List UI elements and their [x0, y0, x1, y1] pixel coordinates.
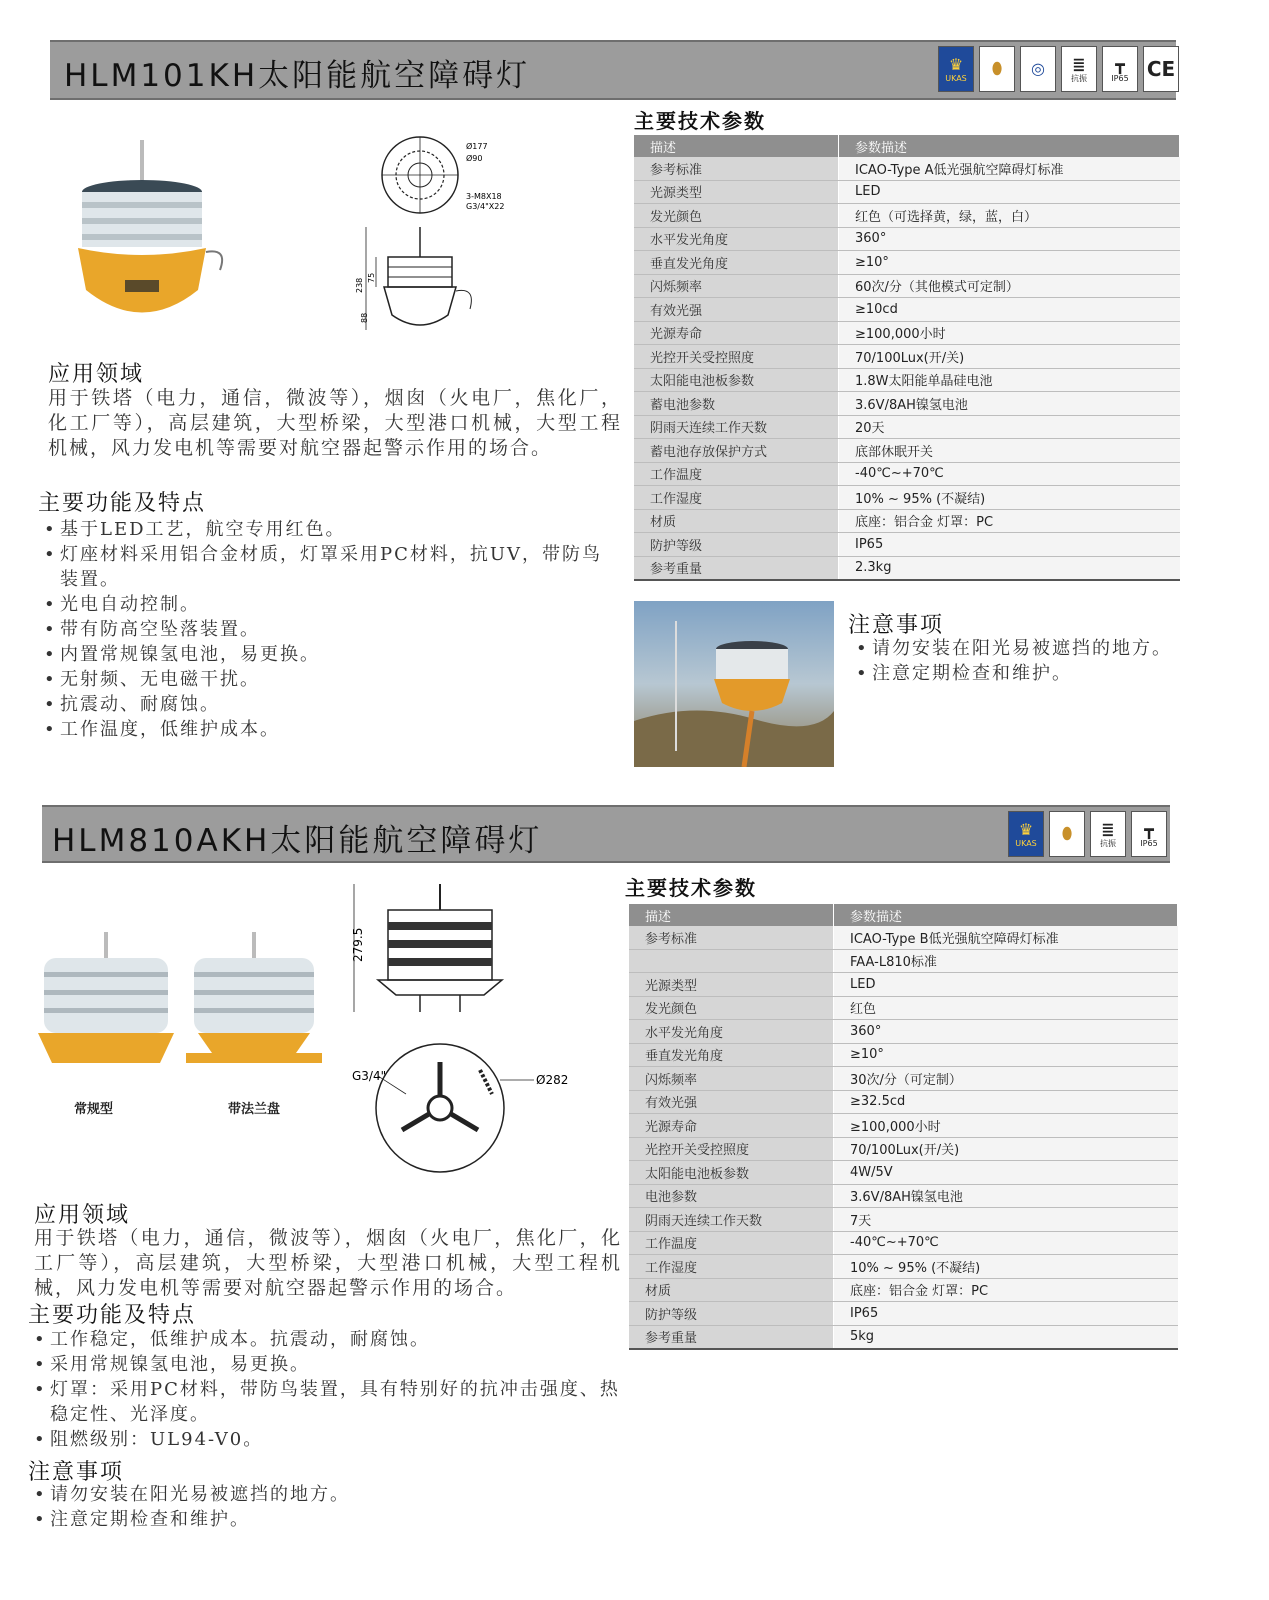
- spec-row: [629, 1231, 1178, 1255]
- spec-label: 工作湿度: [629, 1255, 834, 1279]
- spec-value: 70/100Lux(开/关): [839, 345, 1180, 369]
- spec-label: 光源类型: [629, 973, 834, 997]
- feature-item: • 灯罩：采用PC材料，带防鸟装置，具有特别好的抗冲击强度、热稳定性、光泽度。: [28, 1377, 628, 1427]
- spec-label: 光源寿命: [629, 1114, 834, 1138]
- cert-mark-icon: ◎: [1020, 46, 1056, 92]
- spec-row: [629, 1161, 1178, 1185]
- spec-header: 描述: [629, 904, 834, 926]
- spec-row: [634, 298, 1180, 322]
- feature-item: • 光电自动控制。: [38, 592, 608, 617]
- spec-row: [634, 321, 1180, 345]
- spec-value: FAA-L810标准: [834, 949, 1178, 973]
- spec-value: 底部休眠开关: [839, 439, 1180, 463]
- feature-item: • 抗震动、耐腐蚀。: [38, 692, 608, 717]
- spec-value: 30次/分（可定制）: [834, 1067, 1178, 1091]
- spec-value: ≥100,000小时: [839, 321, 1180, 345]
- ip65-icon: ┳ IP65: [1102, 46, 1138, 92]
- dim-label: 238: [355, 277, 364, 293]
- ip65-icon: ┳ IP65: [1131, 811, 1167, 857]
- product1-spec-title: 主要技术参数: [634, 109, 766, 133]
- spec-row: [629, 926, 1178, 949]
- spec-value: 底座：铝合金 灯罩：PC: [834, 1278, 1178, 1302]
- spec-value: 3.6V/8AH镍氢电池: [839, 392, 1180, 416]
- product2-spec-table: [629, 904, 1178, 1350]
- spec-value: 红色（可选择黄，绿，蓝，白）: [839, 204, 1180, 228]
- dim-label: Ø282: [536, 1073, 569, 1087]
- spec-row: [634, 345, 1180, 369]
- product2-app-text: 用于铁塔（电力，通信，微波等），烟囱（火电厂，焦化厂，化工厂等），高层建筑，大型桥梁，大型港口机械，大型工程机械，风力发电机等需要对航空器起警示作用的场合。: [34, 1227, 622, 1299]
- spec-label: 发光颜色: [634, 204, 839, 228]
- spec-value: ≥10cd: [839, 298, 1180, 322]
- spec-value: 20天: [839, 415, 1180, 439]
- note-item: • 请勿安装在阳光易被遮挡的地方。: [28, 1482, 628, 1507]
- product2-spec-title: 主要技术参数: [625, 876, 757, 900]
- spec-label: 工作温度: [629, 1231, 834, 1255]
- spec-label: 光控开关受控照度: [629, 1137, 834, 1161]
- spec-value: ≥10°: [839, 251, 1180, 275]
- spec-label: 阴雨天连续工作天数: [634, 415, 839, 439]
- spec-value: ≥32.5cd: [834, 1090, 1178, 1114]
- ukas-crown-icon: ♛ UKAS: [1008, 811, 1044, 857]
- spec-value: ≥100,000小时: [834, 1114, 1178, 1138]
- spec-label: 蓄电池存放保护方式: [634, 439, 839, 463]
- product2-notes-list: [28, 1482, 628, 1532]
- spec-label: 水平发光角度: [634, 227, 839, 251]
- spec-label: 水平发光角度: [629, 1020, 834, 1044]
- spec-value: 360°: [834, 1020, 1178, 1044]
- product1-feature-list: [38, 517, 608, 742]
- spec-row: [634, 274, 1180, 298]
- spec-label: 防护等级: [634, 533, 839, 557]
- spec-label: 参考标准: [629, 926, 834, 949]
- dim-label: 3-M8X18: [466, 192, 502, 201]
- feature-item: • 工作稳定，低维护成本。抗震动，耐腐蚀。: [28, 1327, 628, 1352]
- spec-value: 360°: [839, 227, 1180, 251]
- vibration-resistant-icon: ≣ 抗振: [1090, 811, 1126, 857]
- vibration-resistant-icon: ≣ 抗振: [1061, 46, 1097, 92]
- spec-value: ICAO-Type B低光强航空障碍灯标准: [834, 926, 1178, 949]
- spec-row: [634, 227, 1180, 251]
- spec-row: [629, 1302, 1178, 1326]
- spec-row: [629, 1043, 1178, 1067]
- spec-label: 光源寿命: [634, 321, 839, 345]
- spec-value: 红色: [834, 996, 1178, 1020]
- spec-label: 电池参数: [629, 1184, 834, 1208]
- spec-value: 5kg: [834, 1325, 1178, 1349]
- spec-row: [629, 973, 1178, 997]
- feature-item: • 灯座材料采用铝合金材质，灯罩采用PC材料，抗UV，带防鸟装置。: [38, 542, 608, 592]
- product1-photo: [70, 130, 230, 330]
- spec-value: -40℃~+70℃: [839, 462, 1180, 486]
- spec-row: [634, 204, 1180, 228]
- feature-item: • 工作温度，低维护成本。: [38, 717, 608, 742]
- spec-row: [629, 1278, 1178, 1302]
- spec-row: [634, 486, 1180, 510]
- product2-feature-list: [28, 1327, 628, 1452]
- spec-label: 工作温度: [634, 462, 839, 486]
- spec-label: 材质: [629, 1278, 834, 1302]
- spec-row: [634, 157, 1180, 180]
- product1-cert-icons: [938, 46, 1179, 92]
- product1-app-title: 应用领域: [48, 362, 145, 387]
- spec-row: [629, 1255, 1178, 1279]
- feature-item: • 阻燃级别：UL94-V0。: [28, 1427, 628, 1452]
- feature-item: • 带有防高空坠落装置。: [38, 617, 608, 642]
- spec-row: [629, 1020, 1178, 1044]
- cert-seal-icon: ⬮: [979, 46, 1015, 92]
- spec-row: [629, 949, 1178, 973]
- spec-value: 底座：铝合金 灯罩：PC: [839, 509, 1180, 533]
- spec-value: ≥10°: [834, 1043, 1178, 1067]
- spec-row: [629, 1137, 1178, 1161]
- spec-value: IP65: [839, 533, 1180, 557]
- note-item: • 请勿安装在阳光易被遮挡的地方。: [850, 636, 1230, 661]
- spec-row: [629, 1325, 1178, 1349]
- product2-photos: [36, 928, 326, 1078]
- feature-item: • 内置常规镍氢电池，易更换。: [38, 642, 608, 667]
- note-item: • 注意定期检查和维护。: [28, 1507, 628, 1532]
- spec-label: 垂直发光角度: [629, 1043, 834, 1067]
- product1-header: [50, 40, 1176, 100]
- product1-notes-title: 注意事项: [848, 613, 945, 638]
- ce-mark-icon: CE: [1143, 46, 1179, 92]
- spec-row: [634, 509, 1180, 533]
- spec-row: [629, 1184, 1178, 1208]
- spec-value: IP65: [834, 1302, 1178, 1326]
- spec-value: 60次/分（其他模式可定制）: [839, 274, 1180, 298]
- spec-row: [634, 180, 1180, 204]
- spec-header: 描述: [634, 135, 839, 157]
- product1-drawing: [348, 135, 528, 345]
- product1-app-text: 用于铁塔（电力，通信，微波等），烟囱（火电厂，焦化厂，化工厂等），高层建筑，大型桥梁，大型港口机械，大型工程机械，风力发电机等需要对航空器起警示作用的场合。: [48, 387, 622, 459]
- spec-label: 阴雨天连续工作天数: [629, 1208, 834, 1232]
- dim-label: G3/4": [352, 1069, 387, 1083]
- dim-label: Ø177: [466, 142, 488, 151]
- dim-label: 279.5: [351, 927, 365, 962]
- feature-item: • 基于LED工艺，航空专用红色。: [38, 517, 608, 542]
- spec-label: 闪烁频率: [629, 1067, 834, 1091]
- spec-value: 7天: [834, 1208, 1178, 1232]
- spec-row: [634, 439, 1180, 463]
- spec-row: [634, 556, 1180, 580]
- spec-label: 有效光强: [634, 298, 839, 322]
- spec-row: [629, 1208, 1178, 1232]
- spec-label: 发光颜色: [629, 996, 834, 1020]
- spec-label: 防护等级: [629, 1302, 834, 1326]
- product1-feat-title: 主要功能及特点: [38, 491, 207, 516]
- caption-flange: 带法兰盘: [228, 1102, 281, 1117]
- note-item: • 注意定期检查和维护。: [850, 661, 1230, 686]
- spec-row: [629, 1090, 1178, 1114]
- spec-value: 3.6V/8AH镍氢电池: [834, 1184, 1178, 1208]
- spec-label: 太阳能电池板参数: [629, 1161, 834, 1185]
- dim-label: 75: [367, 272, 376, 283]
- dim-label: G3/4"X22: [466, 202, 505, 211]
- feature-item: • 采用常规镍氢电池，易更换。: [28, 1352, 628, 1377]
- product2-title: HLM810AKH太阳能航空障碍灯: [52, 823, 543, 859]
- spec-label: [629, 949, 834, 973]
- spec-row: [629, 1067, 1178, 1091]
- product1-notes-list: [850, 636, 1230, 686]
- caption-standard: 常规型: [74, 1102, 114, 1117]
- product2-drawing: [340, 880, 590, 1180]
- product2-app-title: 应用领域: [34, 1203, 131, 1228]
- dim-label: 88: [360, 312, 369, 323]
- spec-row: [634, 368, 1180, 392]
- spec-value: 2.3kg: [839, 556, 1180, 580]
- spec-header: 参数描述: [839, 135, 1180, 157]
- spec-label: 工作湿度: [634, 486, 839, 510]
- spec-row: [634, 462, 1180, 486]
- spec-row: [629, 996, 1178, 1020]
- spec-value: LED: [834, 973, 1178, 997]
- spec-value: LED: [839, 180, 1180, 204]
- spec-row: [634, 251, 1180, 275]
- spec-value: ICAO-Type A低光强航空障碍灯标准: [839, 157, 1180, 180]
- spec-value: 70/100Lux(开/关): [834, 1137, 1178, 1161]
- spec-value: 10% ~ 95% (不凝结): [834, 1255, 1178, 1279]
- product2-header: [42, 805, 1170, 863]
- spec-row: [634, 533, 1180, 557]
- spec-value: -40℃~+70℃: [834, 1231, 1178, 1255]
- product1-title: HLM101KH太阳能航空障碍灯: [64, 58, 531, 94]
- spec-label: 材质: [634, 509, 839, 533]
- spec-label: 垂直发光角度: [634, 251, 839, 275]
- spec-label: 有效光强: [629, 1090, 834, 1114]
- spec-label: 太阳能电池板参数: [634, 368, 839, 392]
- spec-label: 蓄电池参数: [634, 392, 839, 416]
- feature-item: • 无射频、无电磁干扰。: [38, 667, 608, 692]
- product2-notes-title: 注意事项: [28, 1460, 125, 1485]
- product2-feat-title: 主要功能及特点: [28, 1303, 197, 1328]
- spec-label: 闪烁频率: [634, 274, 839, 298]
- spec-label: 光控开关受控照度: [634, 345, 839, 369]
- spec-row: [629, 1114, 1178, 1138]
- spec-value: 4W/5V: [834, 1161, 1178, 1185]
- spec-value: 1.8W太阳能单晶硅电池: [839, 368, 1180, 392]
- spec-row: [634, 415, 1180, 439]
- spec-value: 10% ~ 95% (不凝结): [839, 486, 1180, 510]
- spec-header: 参数描述: [834, 904, 1178, 926]
- spec-label: 参考重量: [629, 1325, 834, 1349]
- cert-seal-icon: ⬮: [1049, 811, 1085, 857]
- installed-photo: [634, 601, 834, 767]
- spec-label: 参考标准: [634, 157, 839, 180]
- product2-cert-icons: [1008, 811, 1167, 857]
- spec-row: [634, 392, 1180, 416]
- dim-label: Ø90: [466, 154, 483, 163]
- ukas-crown-icon: ♛ UKAS: [938, 46, 974, 92]
- product1-spec-table: [634, 135, 1180, 581]
- spec-label: 参考重量: [634, 556, 839, 580]
- spec-label: 光源类型: [634, 180, 839, 204]
